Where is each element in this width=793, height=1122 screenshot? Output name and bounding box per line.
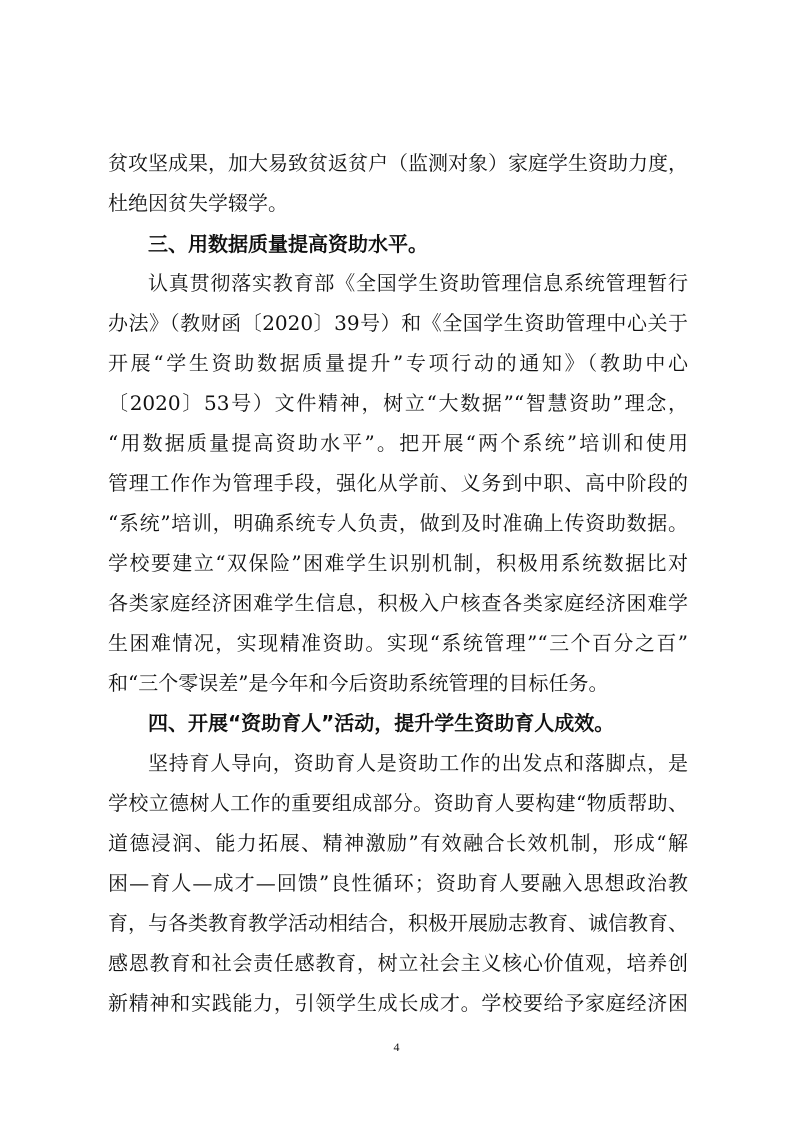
- body-text-line: 开展“学生资助数据质量提升”专项行动的通知》（教助中心: [108, 351, 688, 375]
- body-text-line: 和“三个零误差”是今年和今后资助系统管理的目标任务。: [108, 671, 609, 695]
- body-text-line: 困—育人—成才—回馈”良性循环；资助育人要融入思想政治教: [108, 871, 688, 895]
- section-heading: 四、开展“资助育人”活动，提升学生资助育人成效。: [148, 711, 615, 735]
- body-text-line: 学校要建立“双保险”困难学生识别机制，积极用系统数据比对: [108, 551, 688, 575]
- body-text-line: 贫攻坚成果，加大易致贫返贫户（监测对象）家庭学生资助力度，: [108, 151, 688, 175]
- body-text-line: 〔2020〕53号）文件精神，树立“大数据”“智慧资助”理念，: [108, 391, 688, 415]
- body-text-line: 杜绝因贫失学辍学。: [108, 191, 288, 215]
- body-text-line: 新精神和实践能力，引领学生成长成才。学校要给予家庭经济困: [108, 991, 688, 1015]
- body-text-line: “用数据质量提高资助水平”。把开展“两个系统”培训和使用: [108, 431, 688, 455]
- page-number: 4: [393, 1040, 400, 1054]
- body-text-line: 育，与各类教育教学活动相结合，积极开展励志教育、诚信教育、: [108, 911, 688, 935]
- body-text-line: 认真贯彻落实教育部《全国学生资助管理信息系统管理暂行: [148, 271, 688, 295]
- section-heading: 三、用数据质量提高资助水平。: [148, 232, 428, 256]
- body-text-line: 道德浸润、能力拓展、精神激励”有效融合长效机制，形成“解: [108, 831, 688, 855]
- body-text-line: 各类家庭经济困难学生信息，积极入户核查各类家庭经济困难学: [108, 591, 688, 615]
- body-text-line: 学校立德树人工作的重要组成部分。资助育人要构建“物质帮助、: [108, 791, 688, 815]
- body-text-line: 感恩教育和社会责任感教育，树立社会主义核心价值观，培养创: [108, 951, 688, 975]
- body-text-line: 坚持育人导向，资助育人是资助工作的出发点和落脚点，是: [148, 751, 688, 775]
- body-text-line: 生困难情况，实现精准资助。实现“系统管理”“三个百分之百”: [108, 631, 688, 655]
- body-text-line: 办法》（教财函〔2020〕39号）和《全国学生资助管理中心关于: [108, 311, 688, 335]
- body-text-line: “系统”培训，明确系统专人负责，做到及时准确上传资助数据。: [108, 511, 688, 535]
- body-text-line: 管理工作作为管理手段，强化从学前、义务到中职、高中阶段的: [108, 471, 688, 495]
